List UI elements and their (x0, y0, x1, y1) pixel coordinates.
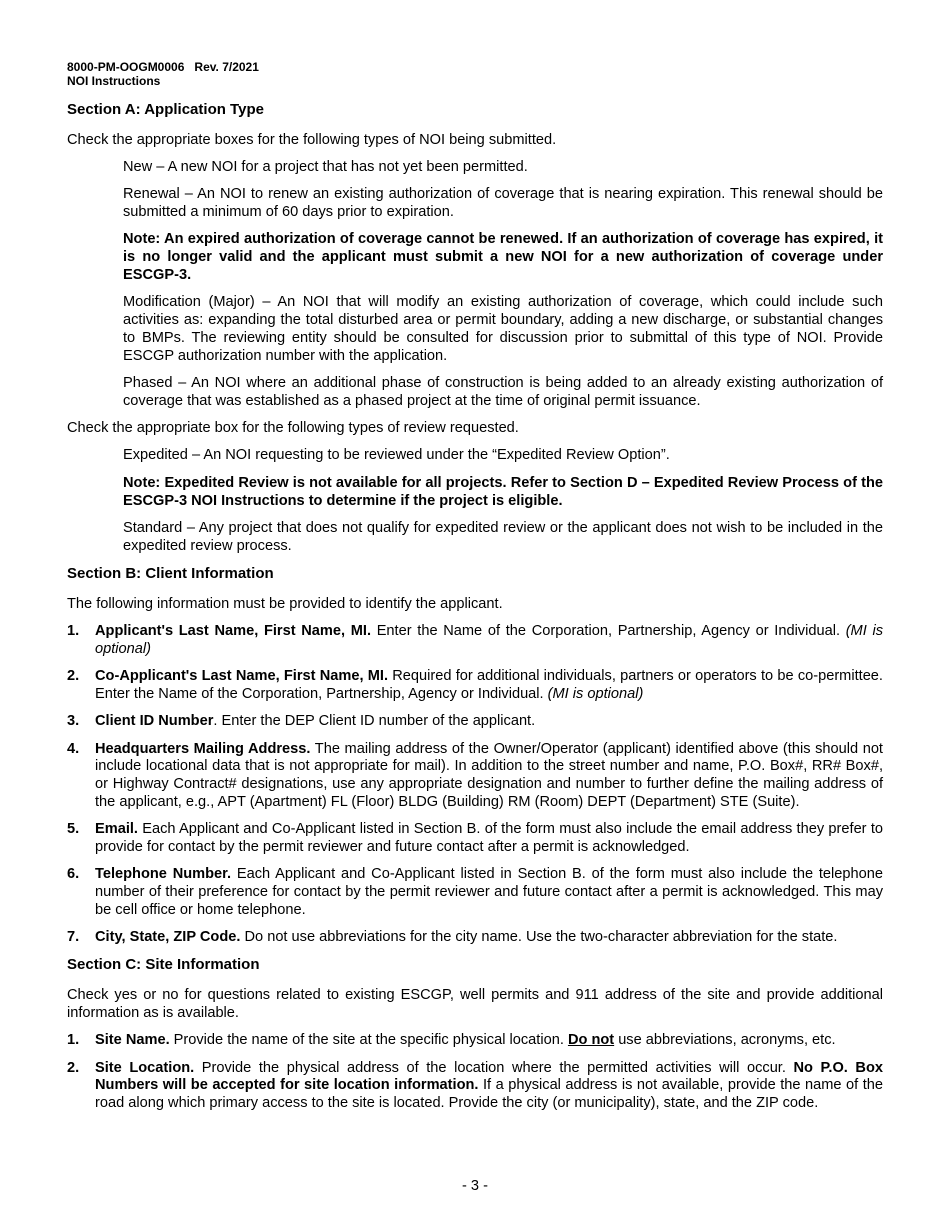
item-label: Site Location. (95, 1059, 195, 1076)
item-number: 3. (67, 713, 80, 730)
item-underline: Do not (567, 1032, 615, 1049)
item-number: 1. (67, 1032, 80, 1049)
doc-title: NOI Instructions (67, 74, 161, 88)
item-text: Each Applicant and Co-Applicant listed in Section B. of the form must also include the email address they prefer to provide for contact by the permit reviewer and future contact after a permit is acknowledged. (95, 821, 883, 855)
renewal-option: Renewal – An NOI to renew an existing authorization of coverage that is nearing expiration. This renewal should be submitted a minimum of 60 days prior to expiration. (123, 186, 883, 221)
form-id: 8000-PM-OOGM0006 (67, 60, 185, 74)
item-label: City, State, ZIP Code. (95, 929, 241, 946)
list-item (67, 1060, 883, 1113)
modification-option: Modification (Major) – An NOI that will modify an existing authorization of coverage, which could include such activities as: expanding the total disturbed area or permit boundary, adding a new discharge, or substantial changes to BMPs. The reviewing entity should be consulted for discussion prior to submittal of this type of NOI. Provide ESCGP authorization number with the application. (123, 294, 883, 364)
renewal-note: Note: An expired authorization of coverage cannot be renewed. If an authorization of coverage has expired, it is no longer valid and the applicant must submit a new NOI for a new authorization of coverage under ESCGP-3. (123, 231, 883, 284)
item-text: Each Applicant and Co-Applicant listed in Section B. of the form must also include the telephone number of their preference for contact by the permit reviewer and future contact after a permit is acknowledged. This may be cell office or home telephone. (95, 866, 883, 918)
item-label: Client ID Number (95, 713, 214, 730)
item-number: 2. (67, 1059, 80, 1076)
document-page (67, 60, 883, 1123)
list-item (67, 623, 883, 659)
item-number: 2. (67, 668, 80, 685)
list-item (67, 713, 883, 731)
item-label: Site Name. (95, 1032, 170, 1049)
list-item (67, 1032, 883, 1050)
list-item (67, 821, 883, 857)
revision: Rev. 7/2021 (194, 60, 259, 74)
item-label: Headquarters Mailing Address. (95, 740, 311, 757)
list-item (67, 668, 883, 704)
section-a-intro: Check the appropriate boxes for the following types of NOI being submitted. (67, 131, 557, 148)
section-c-title: Section C: Site Information (67, 956, 260, 974)
document-header (67, 60, 883, 88)
item-text: Do not use abbreviations for the city name. Use the two-character abbreviation for the state. (240, 929, 838, 946)
item-bold: No P.O. Box Numbers will be accepted for site location information. (95, 1059, 883, 1094)
form-id-line (67, 60, 883, 74)
list-item (67, 741, 883, 812)
item-text: Provide the physical address of the location where the permitted activities will occur. (194, 1059, 794, 1076)
item-italic: (MI is optional) (95, 623, 883, 657)
item-label: Email. (95, 821, 138, 838)
item-text: . Enter the DEP Client ID number of the applicant. (213, 713, 536, 730)
item-label: Co-Applicant's Last Name, First Name, MI. (95, 668, 389, 685)
section-c-list (67, 1032, 883, 1113)
expedited-note: Note: Expedited Review is not available for all projects. Refer to Section D – Expedited Review Process of the ESCGP-3 NOI Instructions to determine if the project is eligible. (123, 474, 883, 509)
item-number: 4. (67, 740, 80, 757)
item-text: Provide the name of the site at the specific physical location. (169, 1032, 568, 1049)
item-number: 7. (67, 929, 80, 946)
standard-option: Standard – Any project that does not qualify for expedited review or the applicant does not wish to be included in the expedited review process. (123, 519, 883, 554)
section-c-intro: Check yes or no for questions related to existing ESCGP, well permits and 911 address of the site and provide additional information as is available. (67, 987, 883, 1022)
item-italic: (MI is optional) (547, 685, 644, 702)
item-text: The mailing address of the Owner/Operator (applicant) identified above (this should not include locational data that is not appropriate for mail). In addition to the street number and name, P.O. Box#, RR# Box#, or Highway Contract# designations, use any appropriate designation and number to further define the mailing address of the applicant, e.g., APT (Apartment) FL (Floor) BLDG (Building) RM (Room) DEPT (Department) STE (Suite). (95, 740, 883, 810)
expedited-option: Expedited – An NOI requesting to be reviewed under the “Expedited Review Option”. (123, 447, 670, 464)
item-label: Applicant's Last Name, First Name, MI. (95, 623, 372, 640)
list-item (67, 866, 883, 919)
new-option: New – A new NOI for a project that has not yet been permitted. (123, 159, 528, 176)
page-number: - 3 - (462, 1178, 488, 1194)
item-text-post: If a physical address is not available, provide the name of the road along which primary access to the site is located. Provide the city (or municipality), state, and the ZIP code. (95, 1077, 883, 1112)
item-number: 6. (67, 866, 80, 883)
section-a-title: Section A: Application Type (67, 101, 264, 118)
review-intro: Check the appropriate box for the following types of review requested. (67, 420, 519, 437)
section-b-title: Section B: Client Information (67, 564, 274, 582)
section-b-intro: The following information must be provided to identify the applicant. (67, 595, 503, 612)
section-b-list (67, 623, 883, 947)
item-number: 1. (67, 623, 80, 640)
list-item (67, 929, 883, 947)
item-number: 5. (67, 821, 80, 838)
item-text-post: use abbreviations, acronyms, etc. (614, 1032, 836, 1049)
item-text: Enter the Name of the Corporation, Partnership, Agency or Individual. (371, 623, 846, 640)
item-label: Telephone Number. (95, 866, 232, 883)
item-text: Required for additional individuals, partners or operators to be co-permittee. Enter the Name of the Corporation, Partnership, Agency or Individual. (95, 668, 883, 702)
phased-option: Phased – An NOI where an additional phase of construction is being added to an already existing authorization of coverage that was established as a phased project at the time of original permit issuance. (123, 375, 883, 409)
